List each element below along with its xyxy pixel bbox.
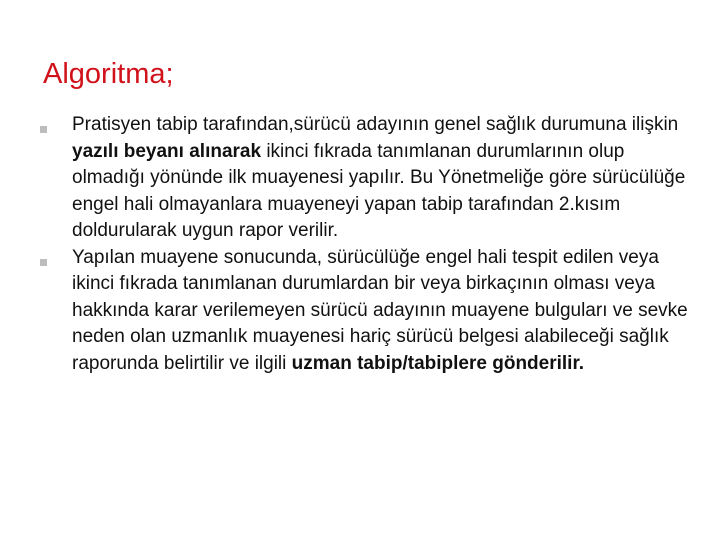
text-segment: Yapılan muayene sonucunda, sürücülüğe engel hali tespit edilen veya ikinci fıkrada tanımlanan durumlardan bir veya birkaçının olması veya hakkında karar verilemeyen sürücü adayının muayene bulguları ve sevke neden olan uzmanlık muayenesi hariç sürücü belgesi alabileceği sağlık raporunda belirtilir ve ilgili [72, 246, 688, 374]
bullet-list [40, 112, 700, 377]
text-segment: ikinci fıkrada tanımlanan durumlarının olup olmadığı yönünde ilk muayenesi yapılır. Bu Yönetmeliğe göre sürücülüğe engel hali olmayanlara muayeneyi yapan tabip tarafından 2.kısım doldurularak uygun rapor verilir. [72, 140, 686, 241]
bullet-text [72, 247, 688, 374]
bullet-item [40, 245, 700, 378]
square-bullet-icon [40, 126, 47, 133]
square-bullet-icon [40, 259, 47, 266]
bold-text-segment: uzman tabip/tabiplere gönderilir. [291, 352, 585, 374]
text-segment: Pratisyen tabip tarafından,sürücü adayının genel sağlık durumuna ilişkin [72, 114, 679, 135]
slide-title: Algoritma; [43, 58, 174, 90]
bullet-text [72, 114, 685, 241]
bold-text-segment: yazılı beyanı alınarak [72, 140, 262, 162]
bullet-item [40, 112, 700, 245]
